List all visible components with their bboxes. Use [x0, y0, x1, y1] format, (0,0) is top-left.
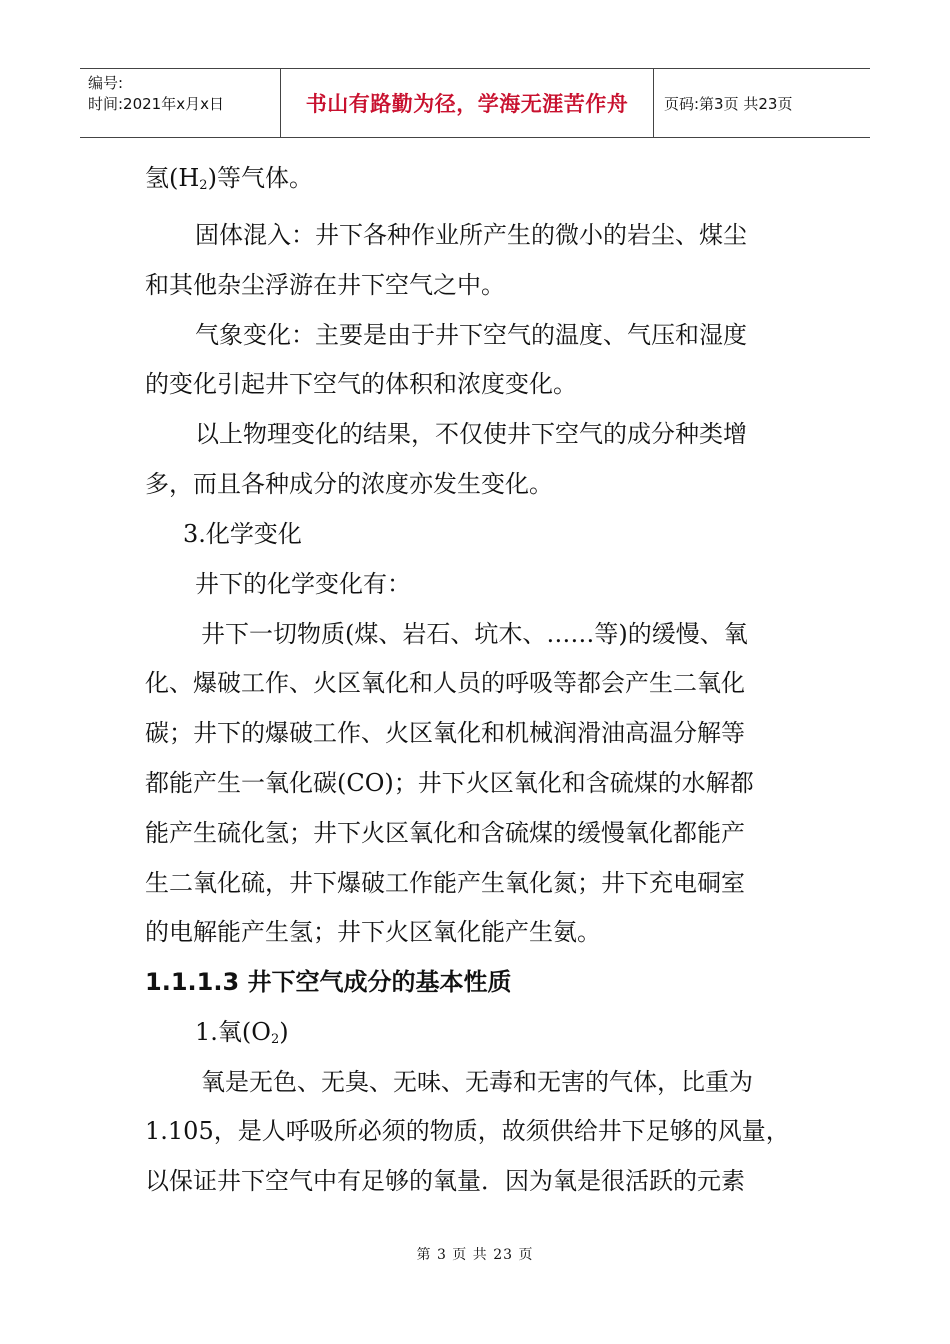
paragraph-line: 的变化引起井下空气的体积和浓度变化。 — [145, 370, 577, 398]
paragraph-line: 的电解能产生氢；井下火区氧化能产生氨。 — [145, 918, 601, 946]
time-label: 时间:2021年x月x日 — [88, 95, 224, 113]
header-meta — [80, 69, 281, 137]
paragraph-line: 都能产生一氧化碳(CO)；井下火区氧化和含硫煤的水解都 — [145, 769, 754, 797]
paragraph-line: 和其他杂尘浮游在井下空气之中。 — [145, 271, 505, 299]
section-subtitle: 3.化学变化 — [183, 520, 302, 548]
header-page-code: 页码:第3页 共23页 — [664, 94, 793, 113]
section-heading: 1.1.1.3 井下空气成分的基本性质 — [145, 968, 512, 996]
paragraph-line: 气象变化：主要是由于井下空气的温度、气压和湿度 — [195, 321, 747, 349]
number-label: 编号: — [88, 74, 124, 92]
paragraph-line: 固体混入：井下各种作业所产生的微小的岩尘、煤尘 — [195, 221, 747, 249]
section-subtitle: 1.氧$(O_2)$ — [195, 1018, 289, 1047]
paragraph-line: 以保证井下空气中有足够的氧量．因为氧是很活跃的元素 — [145, 1167, 745, 1195]
paragraph-line: 氢$(H_2)$等气体。 — [145, 164, 313, 193]
page-header — [80, 68, 870, 138]
paragraph-line: 能产生硫化氢；井下火区氧化和含硫煤的缓慢氧化都能产 — [145, 819, 745, 847]
paragraph-line: 以上物理变化的结果，不仅使井下空气的成分种类增 — [195, 420, 747, 448]
paragraph-line: 氧是无色、无臭、无味、无毒和无害的气体，比重为 — [201, 1068, 753, 1096]
paragraph-line: 井下一切物质(煤、岩石、坑木、……等)的缓慢、氧 — [201, 620, 748, 648]
paragraph-line: 井下的化学变化有： — [195, 570, 411, 598]
page-footer: 第 3 页 共 23 页 — [416, 1247, 534, 1263]
paragraph-line: 化、爆破工作、火区氧化和人员的呼吸等都会产生二氧化 — [145, 669, 745, 697]
paragraph-line: 多，而且各种成分的浓度亦发生变化。 — [145, 470, 553, 498]
paragraph-line: 生二氧化硫，井下爆破工作能产生氧化氮；井下充电硐室 — [145, 869, 745, 897]
paragraph-line: 1.105，是人呼吸所必须的物质，故须供给井下足够的风量， — [145, 1117, 790, 1145]
header-motto: 书山有路勤为径，学海无涯苦作舟 — [281, 69, 654, 137]
paragraph-line: 碳；井下的爆破工作、火区氧化和机械润滑油高温分解等 — [145, 719, 745, 747]
